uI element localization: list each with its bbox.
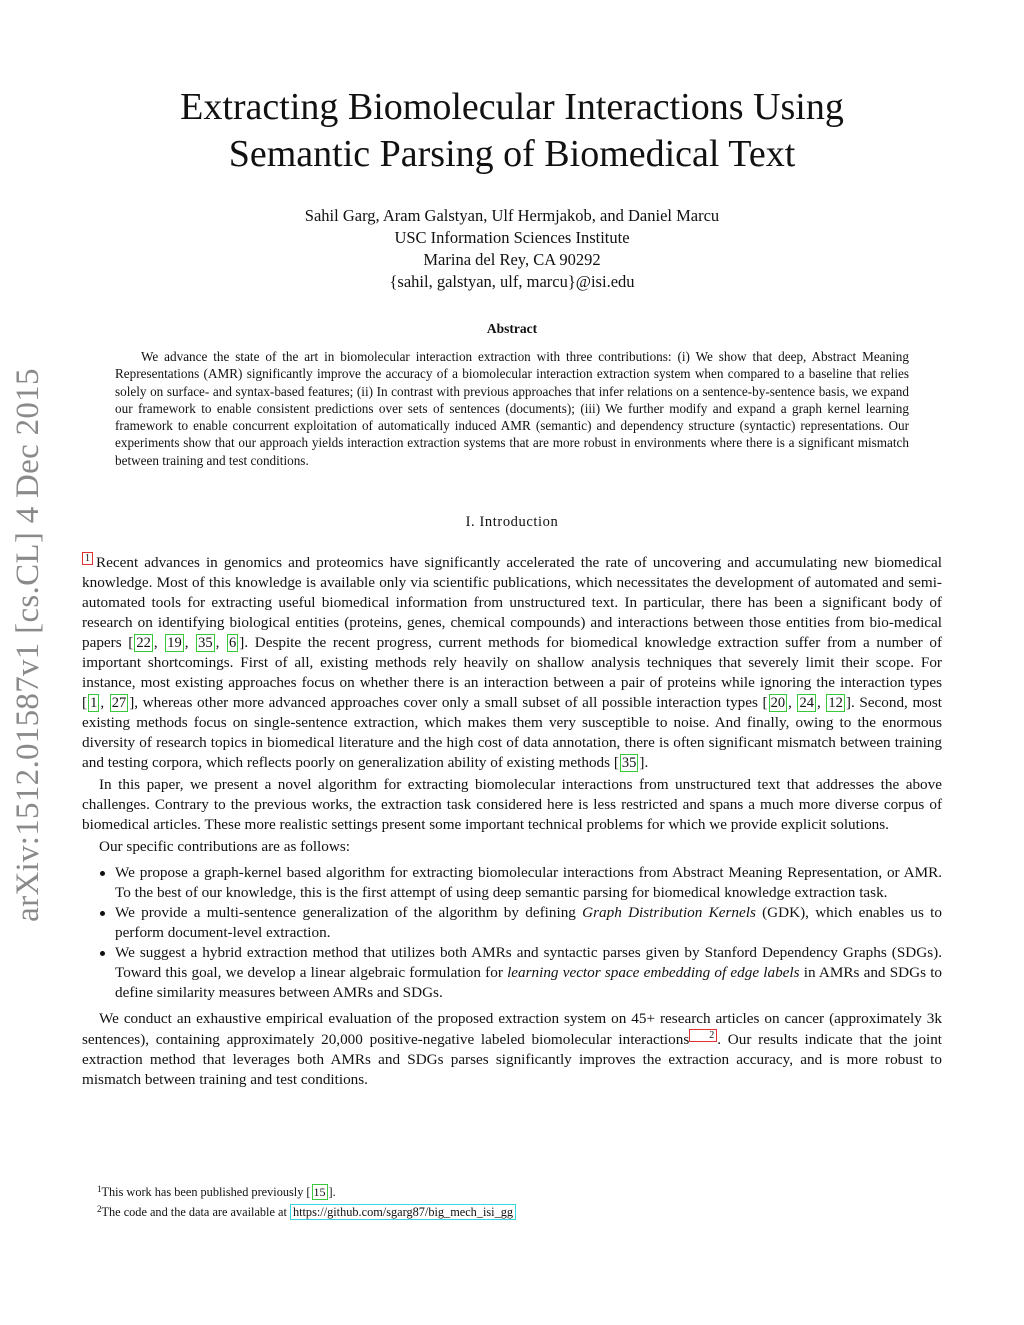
- code-url-link[interactable]: https://github.com/sgarg87/big_mech_isi_gg: [290, 1204, 516, 1220]
- p1-text-a: Recent advances in genomics and proteomics have significantly accelerated the rate of uncovering and accumulating new biomedical knowledge. Most of this knowledge is available only via scientific publications, which necessitates the development of automated and semi-automated tools for extracting useful biomedical information from unstructured text. In particular, there has been a significant body of research on identifying biological entities (proteins, genes, chemical compounds) and interactions between those entities from bio-medical papers [: [82, 554, 942, 651]
- footnote-2-text: The code and the data are available at: [101, 1205, 290, 1219]
- citation-link[interactable]: 24: [799, 695, 814, 711]
- abstract-heading: Abstract: [486, 321, 538, 336]
- author-names: Sahil Garg, Aram Galstyan, Ulf Hermjakob, and Daniel Marcu: [304, 206, 720, 225]
- footnote-link-1[interactable]: 1: [82, 552, 93, 565]
- introduction-body: [82, 552, 942, 1092]
- author-address: Marina del Rey, CA 90292: [423, 250, 601, 269]
- citation-link[interactable]: 27: [111, 695, 127, 711]
- bullet-3-post: in AMRs and SDGs to define similarity measures between AMRs and SDGs.: [115, 964, 943, 1001]
- list-item: [115, 863, 942, 903]
- citation-link[interactable]: 35: [621, 755, 637, 771]
- author-email: {sahil, galstyan, ulf, marcu}@isi.edu: [389, 272, 635, 291]
- footnote-1-end: ].: [328, 1185, 336, 1199]
- section-heading-text: I. Introduction: [465, 514, 559, 530]
- bullet-3-pre: We suggest a hybrid extraction method that utilizes both AMRs and syntactic parses given by Stanford Dependency Graphs (SDGs). Toward this goal, we develop a linear algebraic formulation for: [115, 944, 942, 981]
- citation-link[interactable]: 6: [229, 635, 237, 651]
- author-affiliation: USC Information Sciences Institute: [394, 228, 630, 247]
- bullet-2-emphasis: Graph Distribution Kernels: [582, 904, 756, 921]
- intro-paragraph-4: [82, 1009, 942, 1090]
- list-item: [115, 943, 942, 1003]
- p1-text-b: ]. Despite the recent progress, current methods for biomedical knowledge extraction suffer from a number of important shortcomings. First of all, existing methods rely heavily on shallow analysis techniques that severely limit their scope. For instance, most existing approaches focus on whether there is an interaction between a pair of proteins while ignoring the interaction types [: [82, 634, 942, 711]
- bullet-2-post: (GDK), which enables us to perform document-level extraction.: [115, 904, 942, 941]
- footnote-link-2[interactable]: 2: [689, 1029, 717, 1042]
- p1-text-e: ].: [639, 754, 649, 771]
- p4-text-a: We conduct an exhaustive empirical evaluation of the proposed extraction system on 45+ research articles on cancer (approximately 3k sentences), containing approximately 20,000 positive-negative labeled biomolecular interactions: [82, 1010, 942, 1048]
- arxiv-identifier: arXiv:1512.01587v1 [cs.CL] 4 Dec 2015: [10, 368, 46, 922]
- citation-link[interactable]: 15: [313, 1185, 326, 1199]
- footnote-number: 1: [97, 1184, 102, 1194]
- list-item: [115, 903, 942, 943]
- footnote-1: [97, 1181, 937, 1201]
- bullet-2-pre: We provide a multi-sentence generalization of the algorithm by defining: [115, 904, 583, 921]
- intro-paragraph-1: 1 Recent advances in genomics and proteomics have significantly accelerated the rate of uncovering and accumulating new biomedical knowledge. Most of this knowledge is available only via scientific publications, which necessitates the development of automated and semi-automated tools for extracting useful biomedical information from unstructured text. In particular, there has been a significant body of research on identifying biological entities (proteins, genes, chemical compounds) and interactions between those entities from bio-medical papers [ 22 , 19 , 35 , 6 ]. Despite the recent progress, current methods for biomedical knowledge extraction suffer from a number of important shortcomings. First of all, existing methods rely heavily on shallow analysis techniques that severely limit their scope. For instance, most existing approaches focus on whether there is an interaction between a pair of proteins while ignoring the interaction types [ 1 , 27 ], whereas other more advanced approaches cover only a small subset of all possible interaction types [ 20 , 24 , 12 ]. Second, most existing methods focus on single-sentence extraction, which makes them very susceptible to noise. And finally, owing to the enormous diversity of research topics in biomedical literature and the high cost of data annotation, there is often significant mismatch between training and testing corpora, which reflects poorly on generalization ability of existing methods [ 35 ].: [82, 553, 942, 771]
- citation-link[interactable]: 35: [198, 635, 213, 651]
- bullet-3-emphasis: learning vector space embedding of edge labels: [507, 964, 800, 981]
- p1-text-d: ]. Second, most existing methods focus on single-sentence extraction, which makes them very susceptible to noise. And finally, owing to the enormous diversity of research topics in biomedical literature and the high cost of data annotation, there is often significant mismatch between training and testing corpora, which reflects poorly on generalization ability of existing methods [: [82, 694, 942, 771]
- author-block: [150, 205, 874, 293]
- citation-link[interactable]: 1: [90, 695, 98, 711]
- citation-link[interactable]: 20: [770, 695, 786, 711]
- abstract-text: We advance the state of the art in biomolecular interaction extraction with three contributions: (i) We show that deep, Abstract Meaning Representations (AMR) significantly improve the accuracy of a biomolecular interaction extraction system when compared to a baseline that relies solely on surface- and syntax-based features; (ii) In contrast with previous approaches that infer relations on a sentence-by-sentence basis, we expand our framework to enable consistent predictions over sets of sentences (documents); (iii) We further modify and expand a graph kernel learning framework to enable concurrent exploitation of automatically induced AMR (semantic) and dependency structure (syntactic) representations. Our experiments show that our approach yields interaction extraction systems that are more robust in environments where there is a significant mismatch between training and test conditions.: [115, 349, 909, 468]
- footnote-1-text: This work has been published previously [: [101, 1185, 311, 1199]
- bullet-1-text: We propose a graph-kernel based algorithm for extracting biomolecular interactions from Abstract Meaning Representation, or AMR. To the best of our knowledge, this is the first attempt of using deep semantic parsing for biomedical knowledge extraction task.: [115, 864, 942, 901]
- paper-title: [120, 84, 904, 178]
- p4-text-b: . Our results indicate that the joint extraction method that leverages both AMRs and SDGs parses significantly improves the extraction accuracy, and is more robust to mismatch between training and test conditions.: [82, 1031, 943, 1088]
- section-heading-introduction: [0, 514, 1024, 531]
- intro-paragraph-2: In this paper, we present a novel algorithm for extracting biomolecular interactions from unstructured text that addresses the above challenges. Contrary to the previous works, the extraction task considered here is less restricted and spans a much more diverse corpus of biomedical articles. These more realistic settings present some important technical problems for which we provide explicit solutions.: [82, 776, 942, 833]
- citation-link[interactable]: 19: [167, 635, 182, 651]
- footnotes: [97, 1181, 937, 1221]
- contributions-list: [82, 863, 942, 1003]
- title-line-1: Extracting Biomolecular Interactions Using: [180, 86, 844, 128]
- intro-paragraph-3: Our specific contributions are as follows:: [99, 838, 350, 855]
- citation-link[interactable]: 12: [828, 695, 843, 711]
- citation-link[interactable]: 22: [136, 635, 151, 651]
- p1-text-c: ], whereas other more advanced approaches cover only a small subset of all possible interaction types [: [129, 694, 768, 711]
- footnote-number: 2: [97, 1204, 102, 1214]
- footnote-2: [97, 1201, 937, 1221]
- title-line-2: Semantic Parsing of Biomedical Text: [228, 133, 796, 175]
